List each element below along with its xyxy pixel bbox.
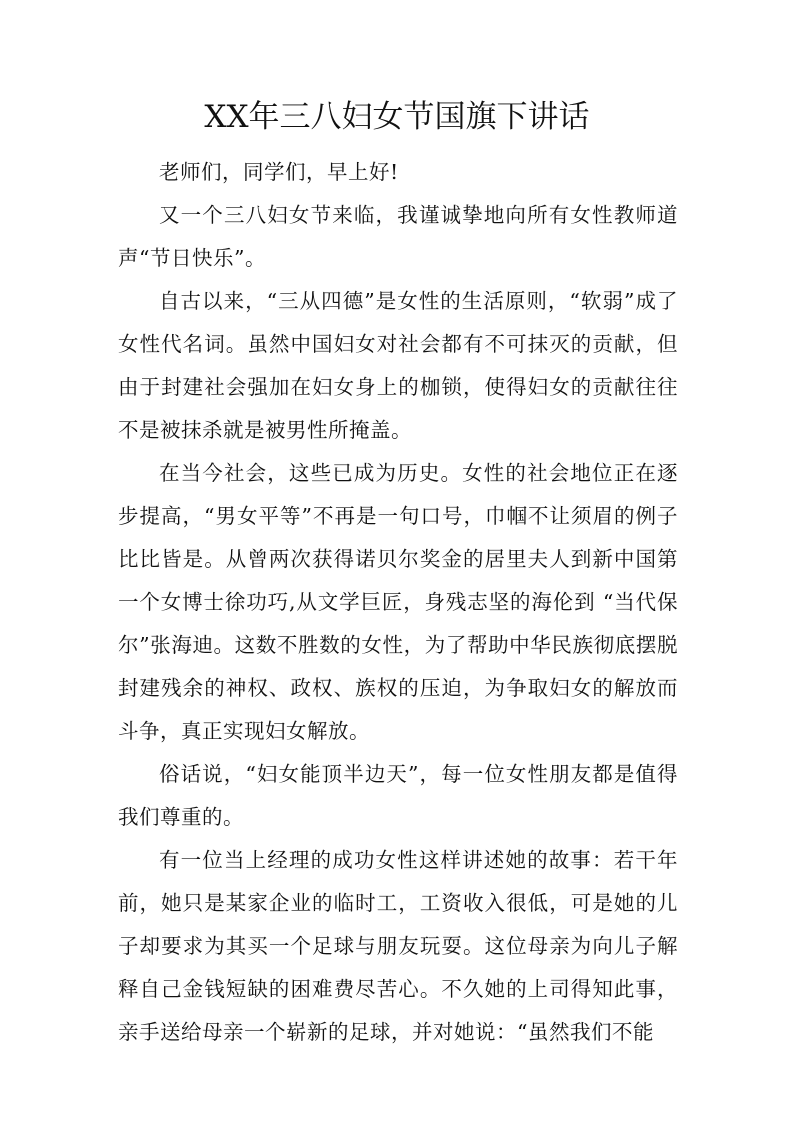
paragraph-history: 自古以来，“三从四德”是女性的生活原则，“软弱”成了女性代名词。虽然中国妇女对社会都有不可抹灭的贡献，但由于封建社会强加在妇女身上的枷锁，使得妇女的贡献往往不是被抹杀就是被男性所掩盖。	[118, 289, 678, 442]
paragraph-holiday-wishes: 又一个三八妇女节来临，我谨诚挚地向所有女性教师道声“节日快乐”。	[118, 203, 678, 270]
document-title: XX年三八妇女节国旗下讲话	[204, 99, 590, 135]
document-body	[118, 151, 678, 1054]
paragraph-proverb: 俗话说，“妇女能顶半边天”，每一位女性朋友都是值得我们尊重的。	[118, 762, 678, 829]
paragraph-story: 有一位当上经理的成功女性这样讲述她的故事：若干年前，她只是某家企业的临时工，工资收入很低，可是她的儿子却要求为其买一个足球与朋友玩耍。这位母亲为向儿子解释自己金钱短缺的困难费尽苦心。不久她的上司得知此事，亲手送给母亲一个崭新的足球，并对她说：“虽然我们不能	[118, 848, 678, 1044]
paragraph-greeting: 老师们，同学们，早上好!	[159, 160, 399, 184]
paragraph-modern-society: 在当今社会，这些已成为历史。女性的社会地位正在逐步提高，“男女平等”不再是一句口号，巾帼不让须眉的例子比比皆是。从曾两次获得诺贝尔奖金的居里夫人到新中国第一个女博士徐功巧,从文学巨匠，身残志坚的海伦到 “当代保尔”张海迪。这数不胜数的女性，为了帮助中华民族彻底摆脱封建残余的神权、政权、族权的压迫，为争取妇女的解放而斗争，真正实现妇女解放。	[118, 461, 678, 743]
